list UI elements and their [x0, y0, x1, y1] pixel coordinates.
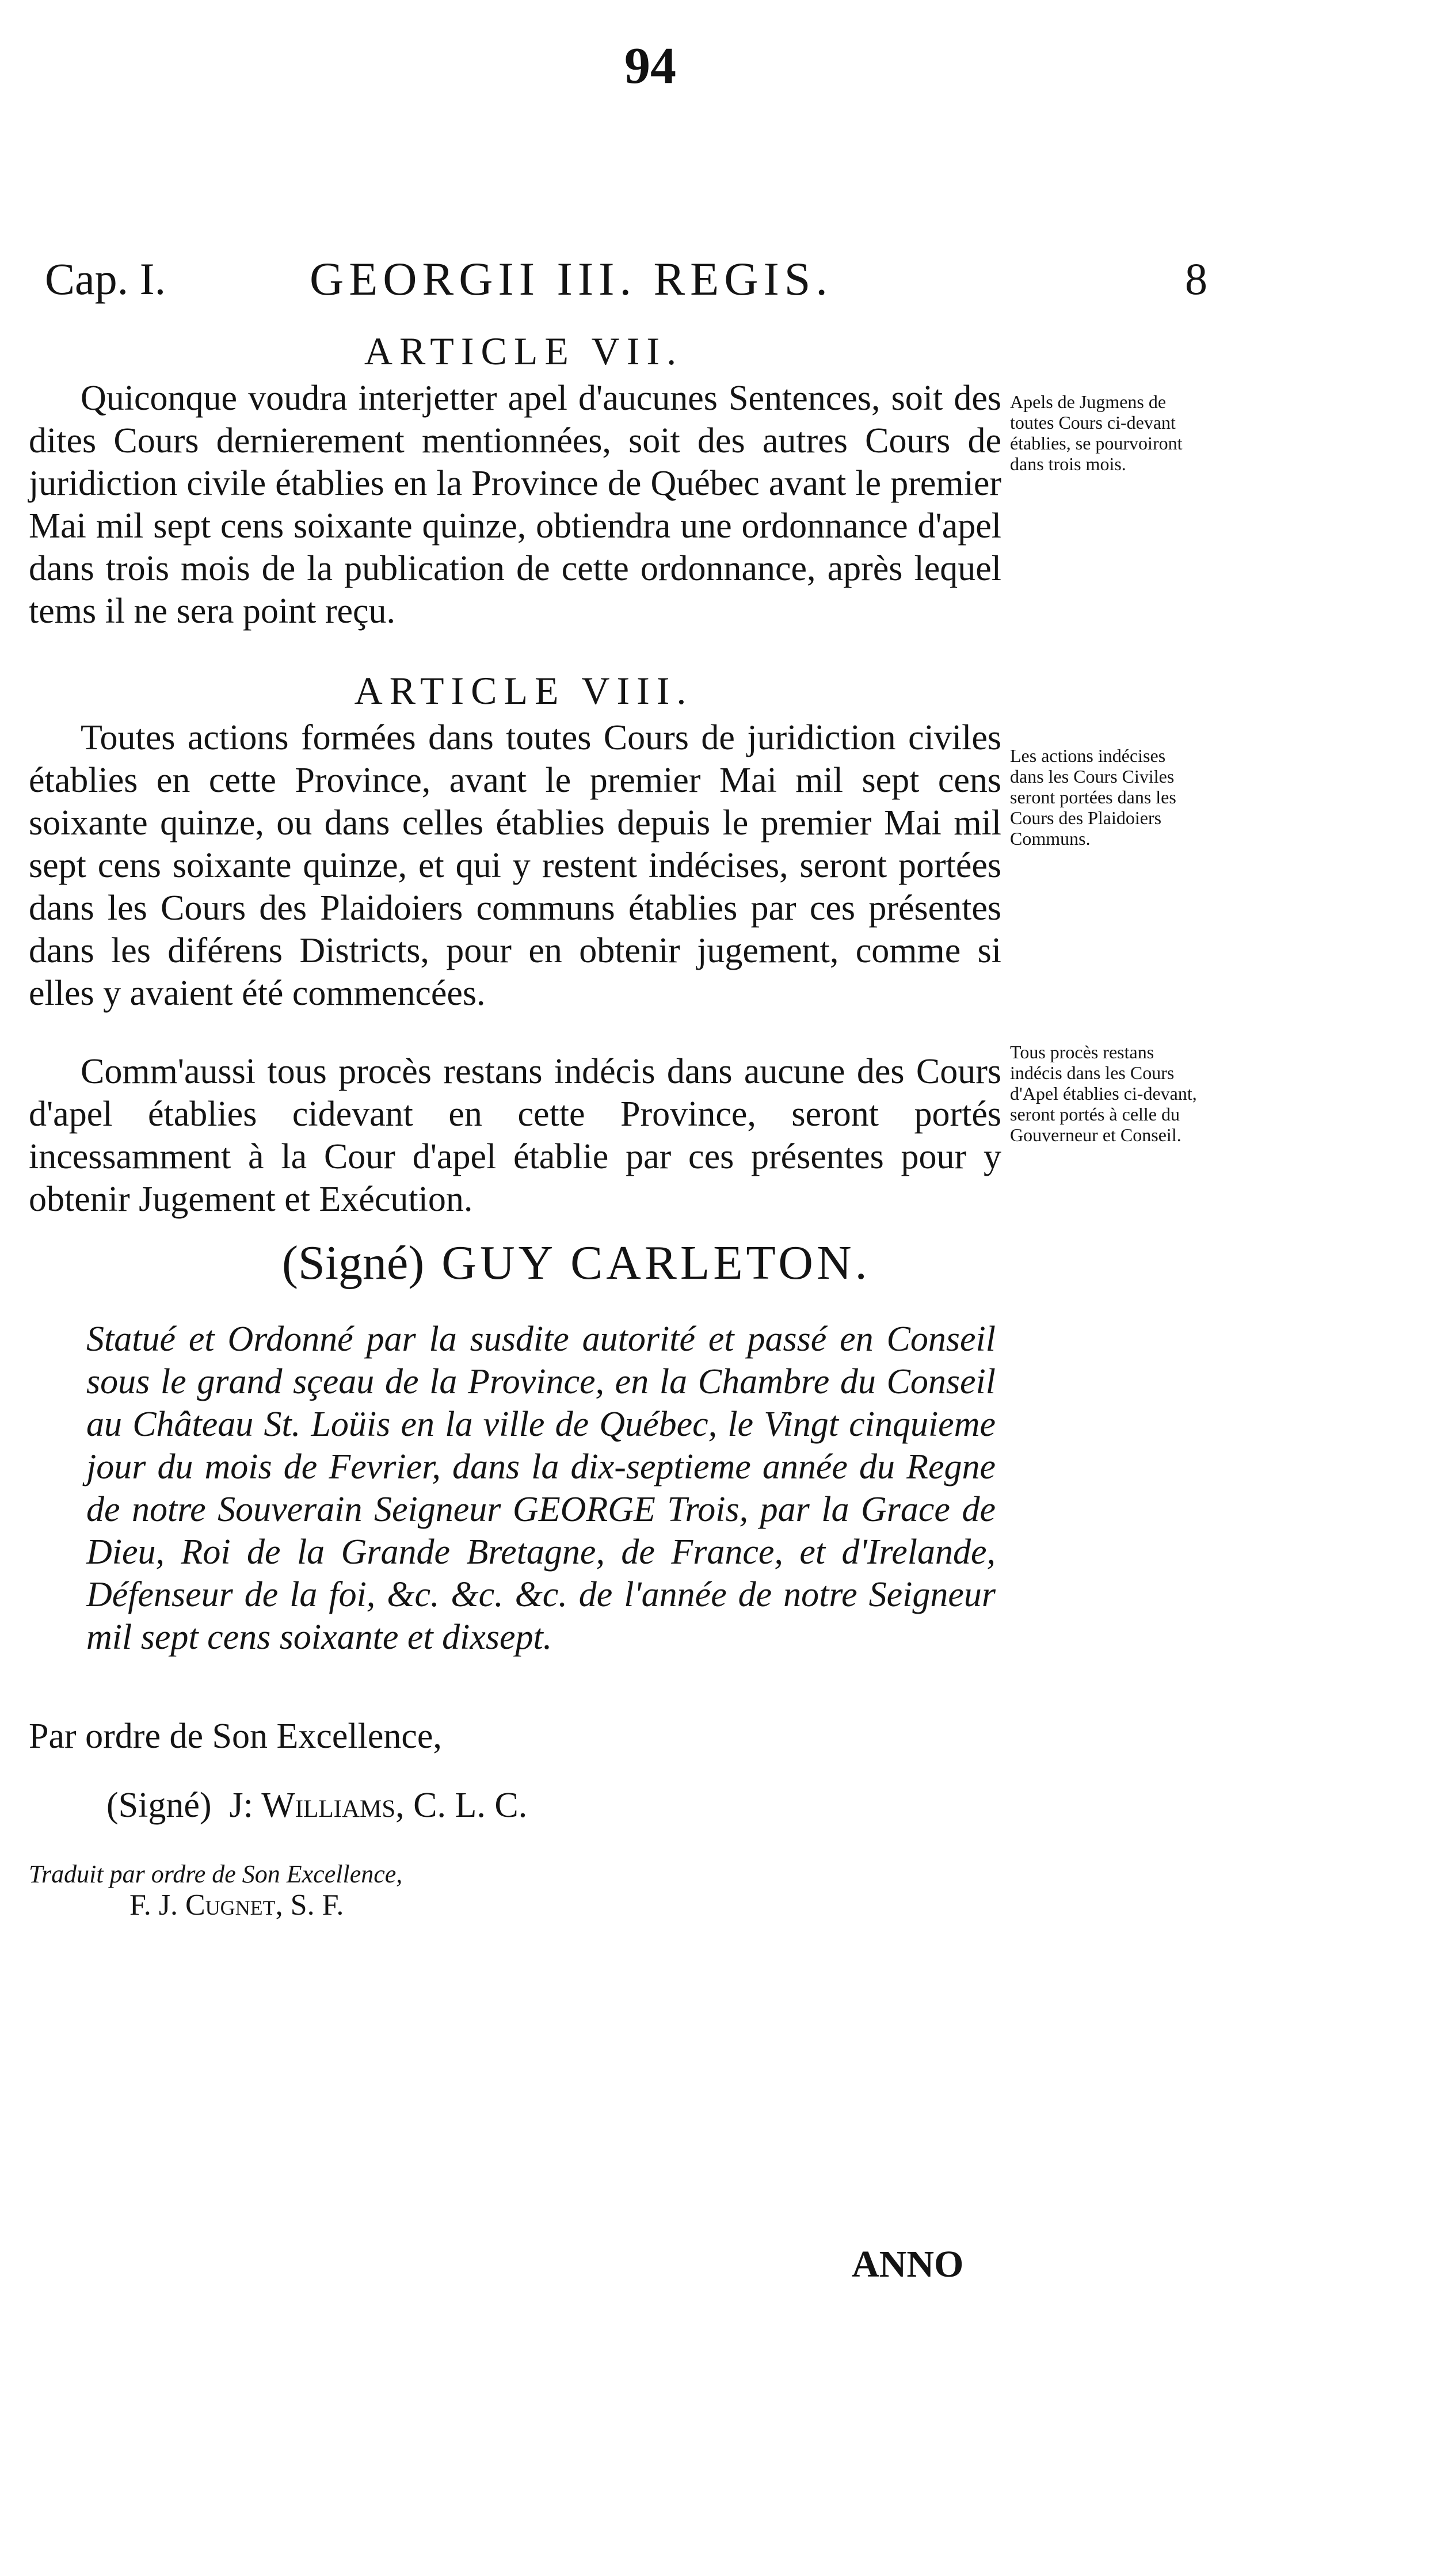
page-number: 8	[1185, 254, 1207, 304]
article-viii-text-1: Toutes actions formées dans toutes Cours de juridiction civiles établies en cette Province, avant le premier Mai mil sept cens soixante quinze, ou dans celles établies depuis le premier Mai mil sept cens soixante quinze, et qui y restent indécises, seront portées dans les Cours des Plaidoiers communs établies par ces présentes dans les diférens Districts, pour en obtenir jugement, comme si elles y avaient été commencées.	[29, 718, 1001, 1013]
article-viii-text-2: Comm'aussi tous procès restans indécis dans aucune des Cours d'apel établies cidevant en cette Province, seront portés incessamment à la Cour d'apel établie par ces présentes pour y obtenir Jugement et Exécution.	[29, 1052, 1001, 1219]
chapter-label: Cap. I.	[45, 254, 166, 304]
reign-title: GEORGII III. REGIS.	[310, 253, 833, 305]
article-viii-margin-note-2: Tous procès restans indécis dans les Cours d'Apel établies ci-devant, seront portés à celle du Gouverneur et Conseil.	[1010, 1042, 1197, 1145]
article-vii-margin-note: Apels de Jugmens de toutes Cours ci-devant établies, se pourvoiront dans trois mois.	[1010, 391, 1183, 474]
translator-block	[29, 1859, 402, 1921]
translator-name: F. J. Cugnet, S. F.	[129, 1889, 344, 1922]
page-stamp: 94	[624, 37, 676, 94]
by-order-line: Par ordre de Son Excellence,	[29, 1717, 442, 1756]
translator-line: Traduit par ordre de Son Excellence,	[29, 1860, 403, 1888]
article-viii-margin-note-1: Les actions indécises dans les Cours Civiles seront portées dans les Cours des Plaidoiers Communs.	[1010, 745, 1176, 849]
secretary-name: J: Williams, C. L. C.	[229, 1786, 528, 1825]
signature-prefix: (Signé)	[282, 1236, 425, 1290]
article-viii-heading: ARTICLE VIII.	[354, 669, 693, 712]
article-vii-text: Quiconque voudra interjetter apel d'aucunes Sentences, soit des dites Cours dernierement mentionnées, soit des autres Cours de juridiction civile établies en la Province de Québec avant le premier Mai mil sept cens soixante quinze, obtiendra une ordonnance d'apel dans trois mois de la publication de cette ordonnance, après lequel tems il ne sera point reçu.	[29, 379, 1001, 631]
secretary-prefix: (Signé)	[106, 1786, 212, 1825]
running-head	[45, 247, 1207, 311]
catchword: ANNO	[852, 2243, 964, 2285]
governor-signature	[282, 1234, 1030, 1292]
statute-paragraph: Statué et Ordonné par la susdite autorité et passé en Conseil sous le grand sçeau de la Province, en la Chambre du Conseil au Château St. Loüis en la ville de Québec, le Vingt cinquieme jour du mois de Fevrier, dans la dix-septieme année du Regne de notre Souverain Seigneur GEORGE Trois, par la Grace de Dieu, Roi de la Grande Bretagne, de France, et d'Irelande, Défenseur de la foi, &c. &c. &c. de l'année de notre Seigneur mil sept cens soixante et dixsept.	[86, 1320, 996, 1657]
signature-name: GUY CARLETON.	[441, 1236, 871, 1290]
secretary-signature	[106, 1784, 527, 1827]
article-vii-heading: ARTICLE VII.	[364, 329, 684, 373]
